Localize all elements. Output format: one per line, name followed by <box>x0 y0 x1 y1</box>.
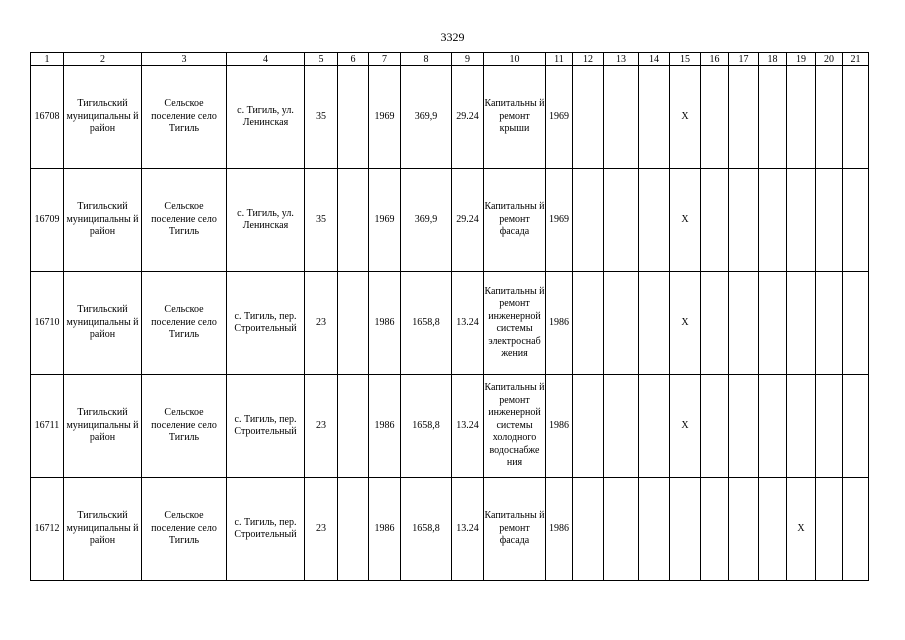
table-cell: 369,9 <box>401 169 452 272</box>
table-cell <box>338 66 369 169</box>
table-cell <box>787 375 816 478</box>
table-cell: 1986 <box>369 375 401 478</box>
table-cell <box>843 66 869 169</box>
table-cell: 16710 <box>31 272 64 375</box>
table-cell <box>729 375 759 478</box>
table-cell <box>843 375 869 478</box>
column-header: 16 <box>701 53 729 66</box>
table-cell: 1986 <box>369 272 401 375</box>
table-cell: 29.24 <box>452 169 484 272</box>
column-header: 7 <box>369 53 401 66</box>
table-cell <box>701 272 729 375</box>
table-cell <box>787 169 816 272</box>
table-cell <box>639 66 670 169</box>
table-cell: 35 <box>305 66 338 169</box>
table-cell: 16711 <box>31 375 64 478</box>
table-cell <box>759 66 787 169</box>
table-cell: X <box>670 272 701 375</box>
column-header: 3 <box>142 53 227 66</box>
column-header: 9 <box>452 53 484 66</box>
table-cell: 1986 <box>546 375 573 478</box>
table-cell <box>604 169 639 272</box>
table-cell <box>816 169 843 272</box>
table-cell <box>639 169 670 272</box>
table-cell: 369,9 <box>401 66 452 169</box>
table-cell: 1969 <box>546 169 573 272</box>
table-cell <box>573 375 604 478</box>
table-cell: с. Тигиль, ул. Ленинская <box>227 169 305 272</box>
column-header: 12 <box>573 53 604 66</box>
table-cell <box>338 375 369 478</box>
column-number-row <box>31 53 869 66</box>
column-header: 11 <box>546 53 573 66</box>
table-row <box>31 66 869 169</box>
table-cell: 16712 <box>31 478 64 581</box>
column-header: 10 <box>484 53 546 66</box>
table-cell: X <box>670 66 701 169</box>
table-cell: Капитальны й ремонт фасада <box>484 478 546 581</box>
column-header: 4 <box>227 53 305 66</box>
column-header: 14 <box>639 53 670 66</box>
column-header: 15 <box>670 53 701 66</box>
table-cell: Сельское поселение село Тигиль <box>142 375 227 478</box>
table-cell <box>604 375 639 478</box>
table-cell: с. Тигиль, ул. Ленинская <box>227 66 305 169</box>
table-cell <box>816 478 843 581</box>
table-cell: Тигильский муниципальны й район <box>64 272 142 375</box>
table-cell: 1969 <box>546 66 573 169</box>
table-cell: Тигильский муниципальны й район <box>64 66 142 169</box>
table-cell: 1986 <box>546 272 573 375</box>
page-number: 3329 <box>440 30 465 44</box>
table-cell: Капитальны й ремонт фасада <box>484 169 546 272</box>
table-cell: 1969 <box>369 169 401 272</box>
table-cell <box>729 272 759 375</box>
column-header: 13 <box>604 53 639 66</box>
table-cell: 1969 <box>369 66 401 169</box>
table-cell <box>701 375 729 478</box>
table-row <box>31 169 869 272</box>
column-header: 2 <box>64 53 142 66</box>
column-header: 20 <box>816 53 843 66</box>
table-cell <box>338 272 369 375</box>
table-cell <box>759 169 787 272</box>
table-cell: 16709 <box>31 169 64 272</box>
table-cell: 16708 <box>31 66 64 169</box>
column-header: 18 <box>759 53 787 66</box>
register-table <box>30 52 869 581</box>
table-cell: 1658,8 <box>401 272 452 375</box>
column-header: 5 <box>305 53 338 66</box>
column-header: 21 <box>843 53 869 66</box>
table-cell: Сельское поселение село Тигиль <box>142 169 227 272</box>
table-cell: 1658,8 <box>401 478 452 581</box>
table-cell <box>843 478 869 581</box>
table-cell: Сельское поселение село Тигиль <box>142 272 227 375</box>
table-cell: 23 <box>305 478 338 581</box>
table-cell: 13.24 <box>452 272 484 375</box>
table-cell <box>843 272 869 375</box>
column-header: 6 <box>338 53 369 66</box>
table-cell: 23 <box>305 272 338 375</box>
table-cell: с. Тигиль, пер. Строительный <box>227 272 305 375</box>
table-cell <box>604 272 639 375</box>
table-cell: 29.24 <box>452 66 484 169</box>
table-cell <box>338 169 369 272</box>
table-cell: Сельское поселение село Тигиль <box>142 478 227 581</box>
table-cell <box>573 478 604 581</box>
table-cell <box>816 272 843 375</box>
column-header: 1 <box>31 53 64 66</box>
table-row <box>31 272 869 375</box>
table-cell: Тигильский муниципальны й район <box>64 375 142 478</box>
table-cell <box>639 478 670 581</box>
table-cell <box>787 66 816 169</box>
table-cell: 35 <box>305 169 338 272</box>
table-cell: Тигильский муниципальны й район <box>64 478 142 581</box>
table-cell: 13.24 <box>452 478 484 581</box>
table-cell <box>573 272 604 375</box>
table-cell <box>338 478 369 581</box>
table-cell <box>573 169 604 272</box>
table-cell <box>639 375 670 478</box>
table-cell: 13.24 <box>452 375 484 478</box>
table-cell <box>729 66 759 169</box>
table-cell <box>604 478 639 581</box>
table-cell: Сельское поселение село Тигиль <box>142 66 227 169</box>
table-cell <box>787 272 816 375</box>
table-cell <box>670 478 701 581</box>
table-cell: 23 <box>305 375 338 478</box>
table-cell <box>816 375 843 478</box>
table-cell <box>639 272 670 375</box>
column-header: 17 <box>729 53 759 66</box>
table-cell: X <box>787 478 816 581</box>
table-cell: 1658,8 <box>401 375 452 478</box>
table-cell <box>729 478 759 581</box>
table-cell: Капитальны й ремонт крыши <box>484 66 546 169</box>
table-cell <box>701 478 729 581</box>
table-cell <box>729 169 759 272</box>
table-cell: 1986 <box>546 478 573 581</box>
column-header: 19 <box>787 53 816 66</box>
table-cell <box>701 66 729 169</box>
table-cell <box>573 66 604 169</box>
table-cell <box>701 169 729 272</box>
table-cell: X <box>670 375 701 478</box>
table-cell <box>843 169 869 272</box>
table-cell: с. Тигиль, пер. Строительный <box>227 478 305 581</box>
table-cell <box>604 66 639 169</box>
table-cell: X <box>670 169 701 272</box>
table-cell <box>759 375 787 478</box>
table-row <box>31 478 869 581</box>
column-header: 8 <box>401 53 452 66</box>
table-cell: с. Тигиль, пер. Строительный <box>227 375 305 478</box>
table-cell: Капитальны й ремонт инженерной системы электроснаб жения <box>484 272 546 375</box>
table-cell <box>759 272 787 375</box>
table-cell <box>816 66 843 169</box>
table-cell: 1986 <box>369 478 401 581</box>
table-cell: Капитальны й ремонт инженерной системы холодного водоснабже ния <box>484 375 546 478</box>
table-cell <box>759 478 787 581</box>
table-row <box>31 375 869 478</box>
table-cell: Тигильский муниципальны й район <box>64 169 142 272</box>
